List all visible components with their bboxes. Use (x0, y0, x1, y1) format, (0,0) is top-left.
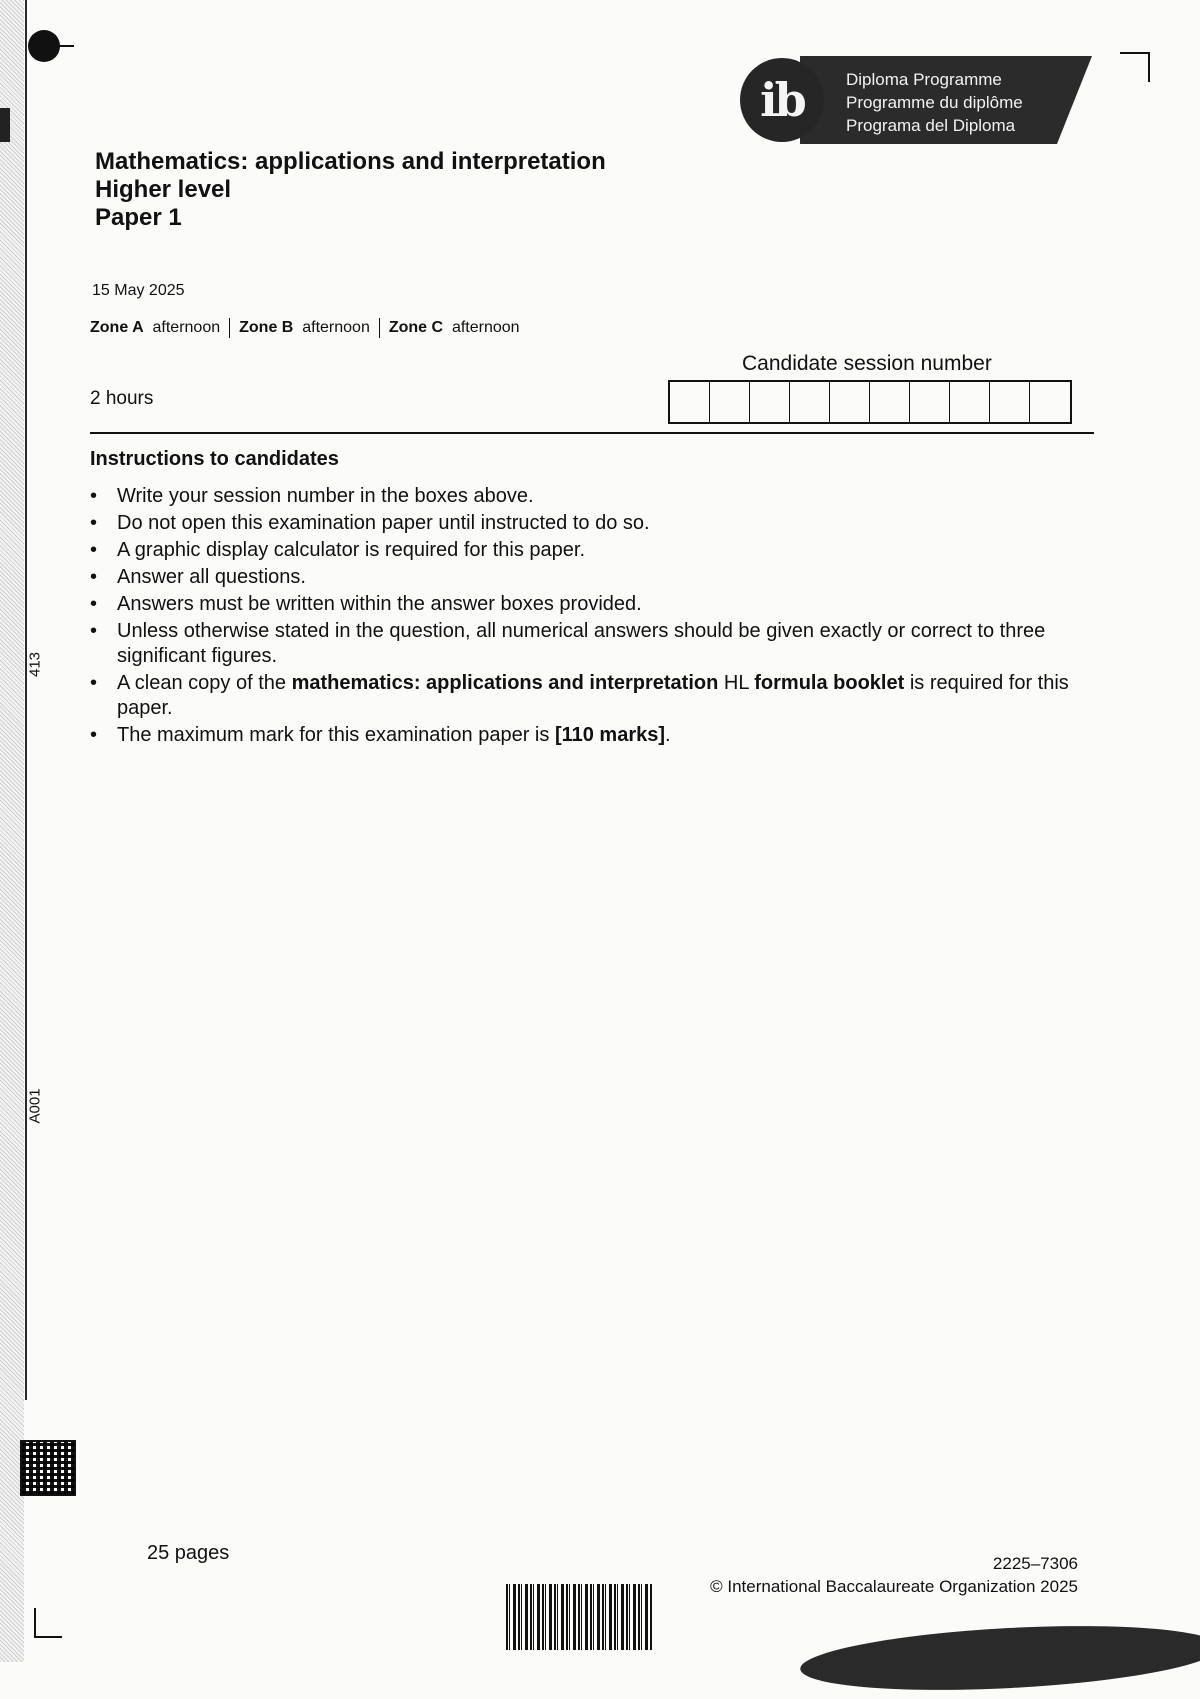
instruction-item: • A graphic display calculator is required for this paper. (90, 538, 1090, 563)
header-divider (90, 432, 1094, 434)
punch-hole-tail (54, 45, 74, 47)
paper-title: Paper 1 (95, 204, 182, 231)
instruction-item: • Write your session number in the boxes above. (90, 484, 1090, 509)
scan-edge-strip (0, 0, 24, 1662)
candidate-session-digit-box[interactable] (830, 382, 870, 422)
instruction-item: • Answer all questions. (90, 565, 1090, 590)
barcode-icon (506, 1584, 652, 1650)
scan-edge-line (25, 0, 27, 1400)
booklet-text-post: is required for this paper. (117, 672, 1069, 719)
datamatrix-code-icon (20, 1440, 76, 1496)
zone-separator (229, 318, 230, 338)
candidate-session-digit-box[interactable] (750, 382, 790, 422)
booklet-text-pre: A clean copy of the (117, 672, 292, 694)
candidate-session-digit-box[interactable] (950, 382, 990, 422)
scan-shadow (799, 1617, 1200, 1699)
candidate-session-digit-box[interactable] (1030, 382, 1070, 422)
candidate-session-boxes (668, 380, 1072, 424)
max-mark-text-pre: The maximum mark for this examination paper is (117, 724, 555, 746)
margin-code-top: 413 (26, 651, 44, 678)
title-block (95, 148, 606, 232)
zone-b-label: Zone B (239, 319, 294, 337)
page-count: 25 pages (147, 1542, 230, 1564)
subject-title: Mathematics: applications and interpretation (95, 148, 606, 175)
zone-c-time: afternoon (451, 319, 520, 337)
instruction-item-booklet (90, 671, 1090, 721)
ib-logo-mark: ib (740, 58, 824, 142)
copyright-notice: © International Baccalaureate Organization 2025 (710, 1577, 1078, 1596)
max-mark-text-post: . (665, 724, 671, 746)
paper-code: 2225–7306 (992, 1554, 1078, 1573)
instruction-item: • Do not open this examination paper until instructed to do so. (90, 511, 1090, 536)
instructions-heading: Instructions to candidates (90, 448, 339, 470)
exam-duration: 2 hours (90, 388, 154, 409)
candidate-session-label: Candidate session number (742, 352, 992, 375)
instruction-item: • Unless otherwise stated in the question, all numerical answers should be given exactly or correct to three significant figures. (90, 619, 1090, 669)
booklet-title: formula booklet (754, 672, 905, 694)
scan-edge-mark (0, 108, 10, 142)
ib-logo-text (846, 68, 1023, 137)
candidate-session-digit-box[interactable] (790, 382, 830, 422)
max-mark-value: [110 marks] (554, 724, 666, 746)
zone-a-label: Zone A (90, 319, 144, 337)
candidate-session-digit-box[interactable] (710, 382, 750, 422)
candidate-session-digit-box[interactable] (670, 382, 710, 422)
margin-code-bottom: A001 (26, 1088, 44, 1124)
candidate-session-digit-box[interactable] (990, 382, 1030, 422)
ib-logo-line-en: Diploma Programme (846, 70, 1002, 89)
ib-logo-line-es: Programa del Diploma (846, 116, 1016, 135)
zone-times (90, 318, 520, 338)
zone-c-label: Zone C (388, 319, 444, 337)
booklet-text-mid: HL (718, 672, 755, 694)
crop-mark-bottom-left (34, 1608, 62, 1638)
booklet-subject: mathematics: applications and interpretation (291, 672, 719, 694)
candidate-session-digit-box[interactable] (910, 382, 950, 422)
ib-logo-line-fr: Programme du diplôme (846, 93, 1023, 112)
candidate-session-digit-box[interactable] (870, 382, 910, 422)
instruction-item: • Answers must be written within the answer boxes provided. (90, 592, 1090, 617)
level-title: Higher level (95, 176, 232, 203)
ib-logo (740, 56, 1100, 148)
zone-a-time: afternoon (152, 319, 221, 337)
zone-b-time: afternoon (302, 319, 370, 337)
exam-date: 15 May 2025 (92, 282, 185, 299)
crop-mark-top-right (1120, 52, 1150, 82)
zone-separator (379, 318, 380, 338)
instructions-list (90, 484, 1090, 750)
instruction-item-max-mark (90, 723, 1090, 748)
